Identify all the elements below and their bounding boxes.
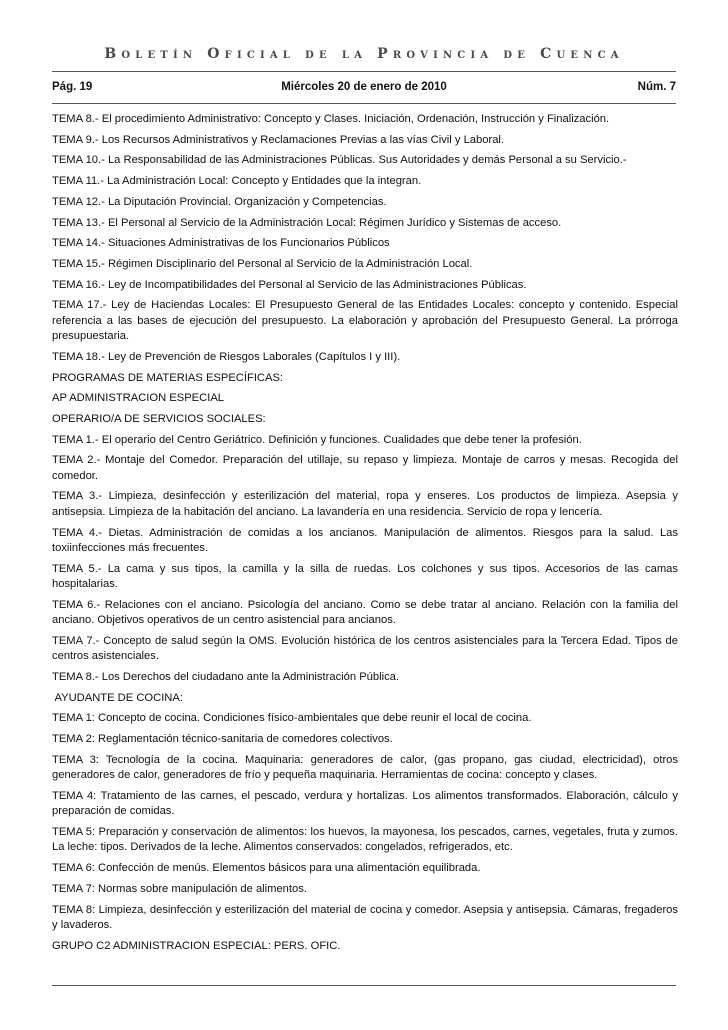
- paragraph: TEMA 3.- Limpieza, desinfección y esterilización del material, ropa y enseres. Los productos de limpieza. Asepsia y antisepsia. Limpieza de la habitación del anciano. La lavandería en una residencia. Servicio de ropa y lencería.: [52, 490, 678, 518]
- document-body: [52, 112, 678, 959]
- paragraph: TEMA 18.- Ley de Prevención de Riesgos Laborales (Capítulos I y III).: [52, 350, 401, 363]
- paragraph: TEMA 1: Concepto de cocina. Condiciones físico-ambientales que debe reunir el local de cocina.: [52, 712, 532, 725]
- paragraph: TEMA 11.- La Administración Local: Concepto y Entidades que la integran.: [52, 175, 422, 188]
- section-heading: OPERARIO/A DE SERVICIOS SOCIALES:: [52, 412, 266, 425]
- paragraph: TEMA 8: Limpieza, desinfección y esterilización del material de cocina y comedor. Asepsia y antisepsia. Cámaras, fregaderos y lavaderos.: [52, 903, 678, 931]
- paragraph: TEMA 9.- Los Recursos Administrativos y Reclamaciones Previas a las vías Civil y Laboral.: [52, 133, 505, 146]
- paragraph: TEMA 2.- Montaje del Comedor. Preparación del utillaje, su repaso y limpieza. Montaje de carros y mesas. Recogida del comedor.: [52, 454, 678, 482]
- paragraph: TEMA 17.- Ley de Haciendas Locales: El Presupuesto General de las Entidades Locales: concepto y contenido. Especial referencia a las bases de ejecución del presupuesto. La elaboración y aprobación del Presupuesto General. La prórroga presupuestaria.: [52, 299, 678, 343]
- paragraph: TEMA 6: Confección de menús. Elementos básicos para una alimentación equilibrada.: [52, 862, 481, 875]
- paragraph: TEMA 4.- Dietas. Administración de comidas a los ancianos. Manipulación de alimentos. Riesgos para la salud. Las toxiinfecciones más frecuentes.: [52, 526, 678, 554]
- paragraph: TEMA 7: Normas sobre manipulación de alimentos.: [52, 882, 307, 895]
- paragraph: TEMA 8.- El procedimiento Administrativo: Concepto y Clases. Iniciación, Ordenación, Instrucción y Finalización.: [52, 113, 610, 125]
- section-heading: PROGRAMAS DE MATERIAS ESPECÍFICAS:: [52, 371, 284, 384]
- section-heading: GRUPO C2 ADMINISTRACION ESPECIAL: PERS. OFIC.: [52, 939, 341, 952]
- footer-rule: [52, 985, 676, 986]
- paragraph: TEMA 3: Tecnología de la cocina. Maquinaria: generadores de calor, (gas propano, gas ciudad, electricidad), otros generadores de calor, generadores de frío y pequeña maquinaria. Herramientas de cocina: concepto y clases.: [52, 753, 678, 782]
- header-rule-bottom: [52, 103, 676, 104]
- paragraph: TEMA 8.- Los Derechos del ciudadano ante la Administración Pública.: [52, 671, 400, 684]
- paragraph: TEMA 16.- Ley de Incompatibilidades del Personal al Servicio de las Administraciones Públicas.: [52, 278, 527, 291]
- paragraph: TEMA 6.- Relaciones con el anciano. Psicología del anciano. Como se debe tratar al anciano. Relación con la familia del anciano. Objetivos operativos de un centro asistencial para ancianos.: [52, 598, 678, 627]
- paragraph: TEMA 1.- El operario del Centro Geriátrico. Definición y funciones. Cualidades que debe tener la profesión.: [52, 433, 582, 446]
- issue-number: Núm. 7: [637, 81, 676, 93]
- page-header: [52, 81, 676, 97]
- paragraph: TEMA 13.- El Personal al Servicio de la Administración Local: Régimen Jurídico y Sistemas de acceso.: [52, 216, 562, 229]
- section-heading: AYUDANTE DE COCINA:: [52, 691, 183, 704]
- paragraph: TEMA 2: Reglamentación técnico-sanitaria de comedores colectivos.: [52, 733, 393, 746]
- paragraph: TEMA 7.- Concepto de salud según la OMS. Evolución histórica de los centros asistenciales para la Tercera Edad. Tipos de centros asistenciales.: [52, 634, 678, 663]
- paragraph: TEMA 5: Preparación y conservación de alimentos: los huevos, la mayonesa, los pescados, carnes, vegetales, fruta y zumos. La leche: tipos. Derivados de la leche. Alimentos conservados: congelados, refrigerados, etc.: [52, 826, 678, 854]
- paragraph: TEMA 12.- La Diputación Provincial. Organización y Competencias.: [52, 195, 387, 208]
- issue-date: Miércoles 20 de enero de 2010: [281, 81, 447, 93]
- paragraph: TEMA 4: Tratamiento de las carnes, el pescado, verdura y hortalizas. Los alimentos transformados. Elaboración, cálculo y preparación de comidas.: [52, 789, 678, 818]
- paragraph: TEMA 10.- La Responsabilidad de las Administraciones Públicas. Sus Autoridades y demás Personal a su Servicio.-: [52, 154, 627, 167]
- paragraph: TEMA 14.- Situaciones Administrativas de los Funcionarios Públicos: [52, 237, 390, 250]
- paragraph: TEMA 5.- La cama y sus tipos, la camilla y la silla de ruedas. Los colchones y sus tipos. Accesorios de las camas hospitalarias.: [52, 562, 678, 591]
- masthead-title: Boletín Oficial de la Provincia de Cuenca: [104, 46, 624, 62]
- section-heading: AP ADMINISTRACION ESPECIAL: [52, 392, 225, 405]
- paragraph: TEMA 15.- Régimen Disciplinario del Personal al Servicio de la Administración Local.: [52, 257, 473, 270]
- page-number: Pág. 19: [52, 81, 93, 93]
- header-rule-top: [52, 71, 676, 72]
